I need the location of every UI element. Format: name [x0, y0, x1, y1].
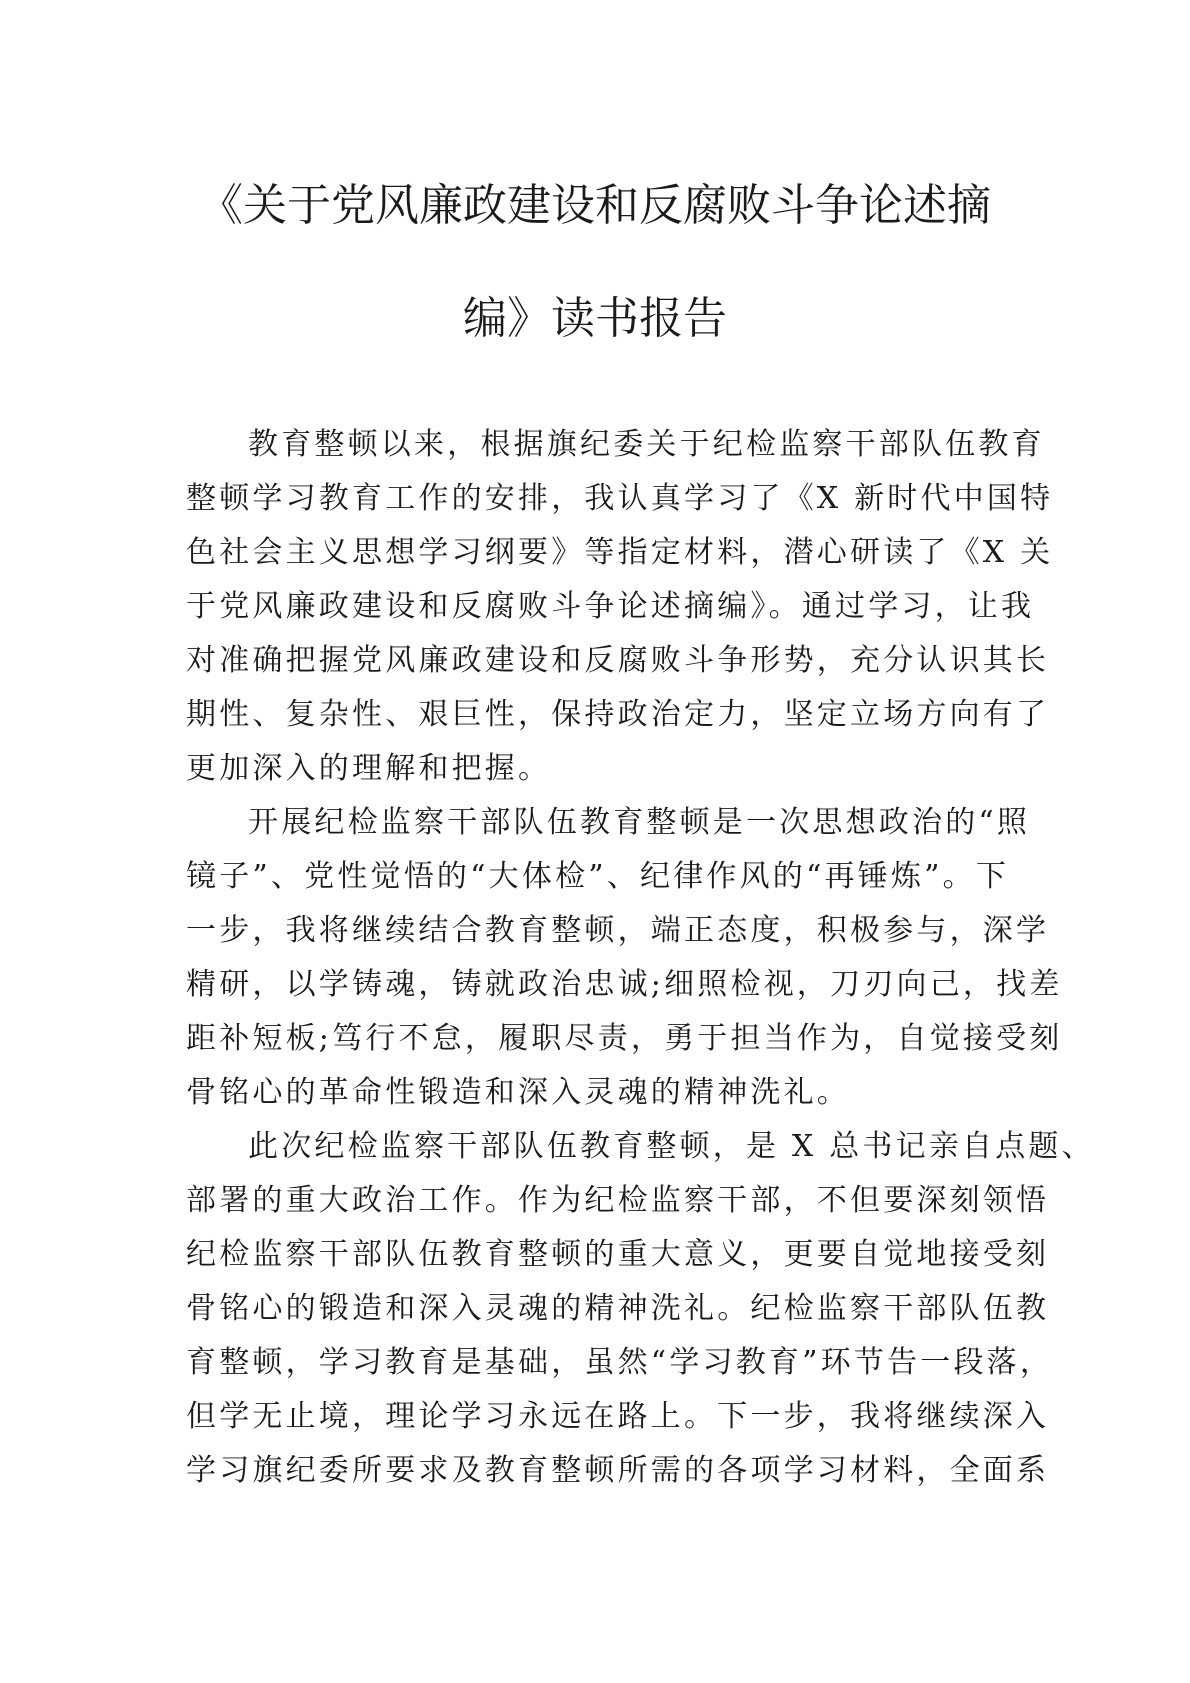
text-line: 育整顿，学习教育是基础，虽然“学习教育”环节告一段落， [186, 1345, 1054, 1380]
document-title-line-1: 《关于党风廉政建设和反腐败斗争论述摘 [199, 180, 991, 231]
text-line: 纪检监察干部队伍教育整顿的重大意义，更要自觉地接受刻 [186, 1237, 1050, 1272]
text-line: 整顿学习教育工作的安排，我认真学习了《X 新时代中国特 [186, 481, 1054, 516]
document-body [186, 418, 1095, 1498]
text-line: 开展纪检监察干部队伍教育整顿是一次思想政治的“照 [248, 805, 1031, 840]
text-line: 一步，我将继续结合教育整顿，端正态度，积极参与，深学 [186, 913, 1050, 948]
text-line: 精研，以学铸魂，铸就政治忠诚;细照检视，刀刃向己，找差 [186, 967, 1063, 1002]
text-line: 此次纪检监察干部队伍教育整顿，是 X 总书记亲自点题、 [248, 1129, 1095, 1164]
text-line: 于党风廉政建设和反腐败斗争论述摘编》。通过学习，让我 [186, 589, 1035, 624]
text-line: 镜子”、党性觉悟的“大体检”、纪律作风的“再锤炼”。下 [186, 859, 1010, 894]
paragraph-2 [186, 796, 1063, 1120]
text-line: 对准确把握党风廉政建设和反腐败斗争形势，充分认识其长 [186, 643, 1050, 678]
document-title-line-2: 编》读书报告 [463, 293, 727, 344]
paragraph-3 [186, 1120, 1095, 1498]
text-line: 色社会主义思想学习纲要》等指定材料，潜心研读了《X 关 [186, 535, 1054, 570]
paragraph-1 [186, 418, 1054, 796]
text-line: 更加深入的理解和把握。 [186, 751, 552, 786]
text-line: 骨铭心的革命性锻造和深入灵魂的精神洗礼。 [186, 1075, 850, 1110]
text-line: 但学无止境，理论学习永远在路上。下一步，我将继续深入 [186, 1399, 1050, 1434]
text-line: 骨铭心的锻造和深入灵魂的精神洗礼。纪检监察干部队伍教 [186, 1291, 1050, 1326]
text-line: 部署的重大政治工作。作为纪检监察干部，不但要深刻领悟 [186, 1183, 1050, 1218]
text-line: 期性、复杂性、艰巨性，保持政治定力，坚定立场方向有了 [186, 697, 1050, 732]
text-line: 距补短板;笃行不怠，履职尽责，勇于担当作为，自觉接受刻 [186, 1021, 1063, 1056]
text-line: 学习旗纪委所要求及教育整顿所需的各项学习材料，全面系 [186, 1453, 1050, 1488]
text-line: 教育整顿以来，根据旗纪委关于纪检监察干部队伍教育 [248, 427, 1045, 462]
